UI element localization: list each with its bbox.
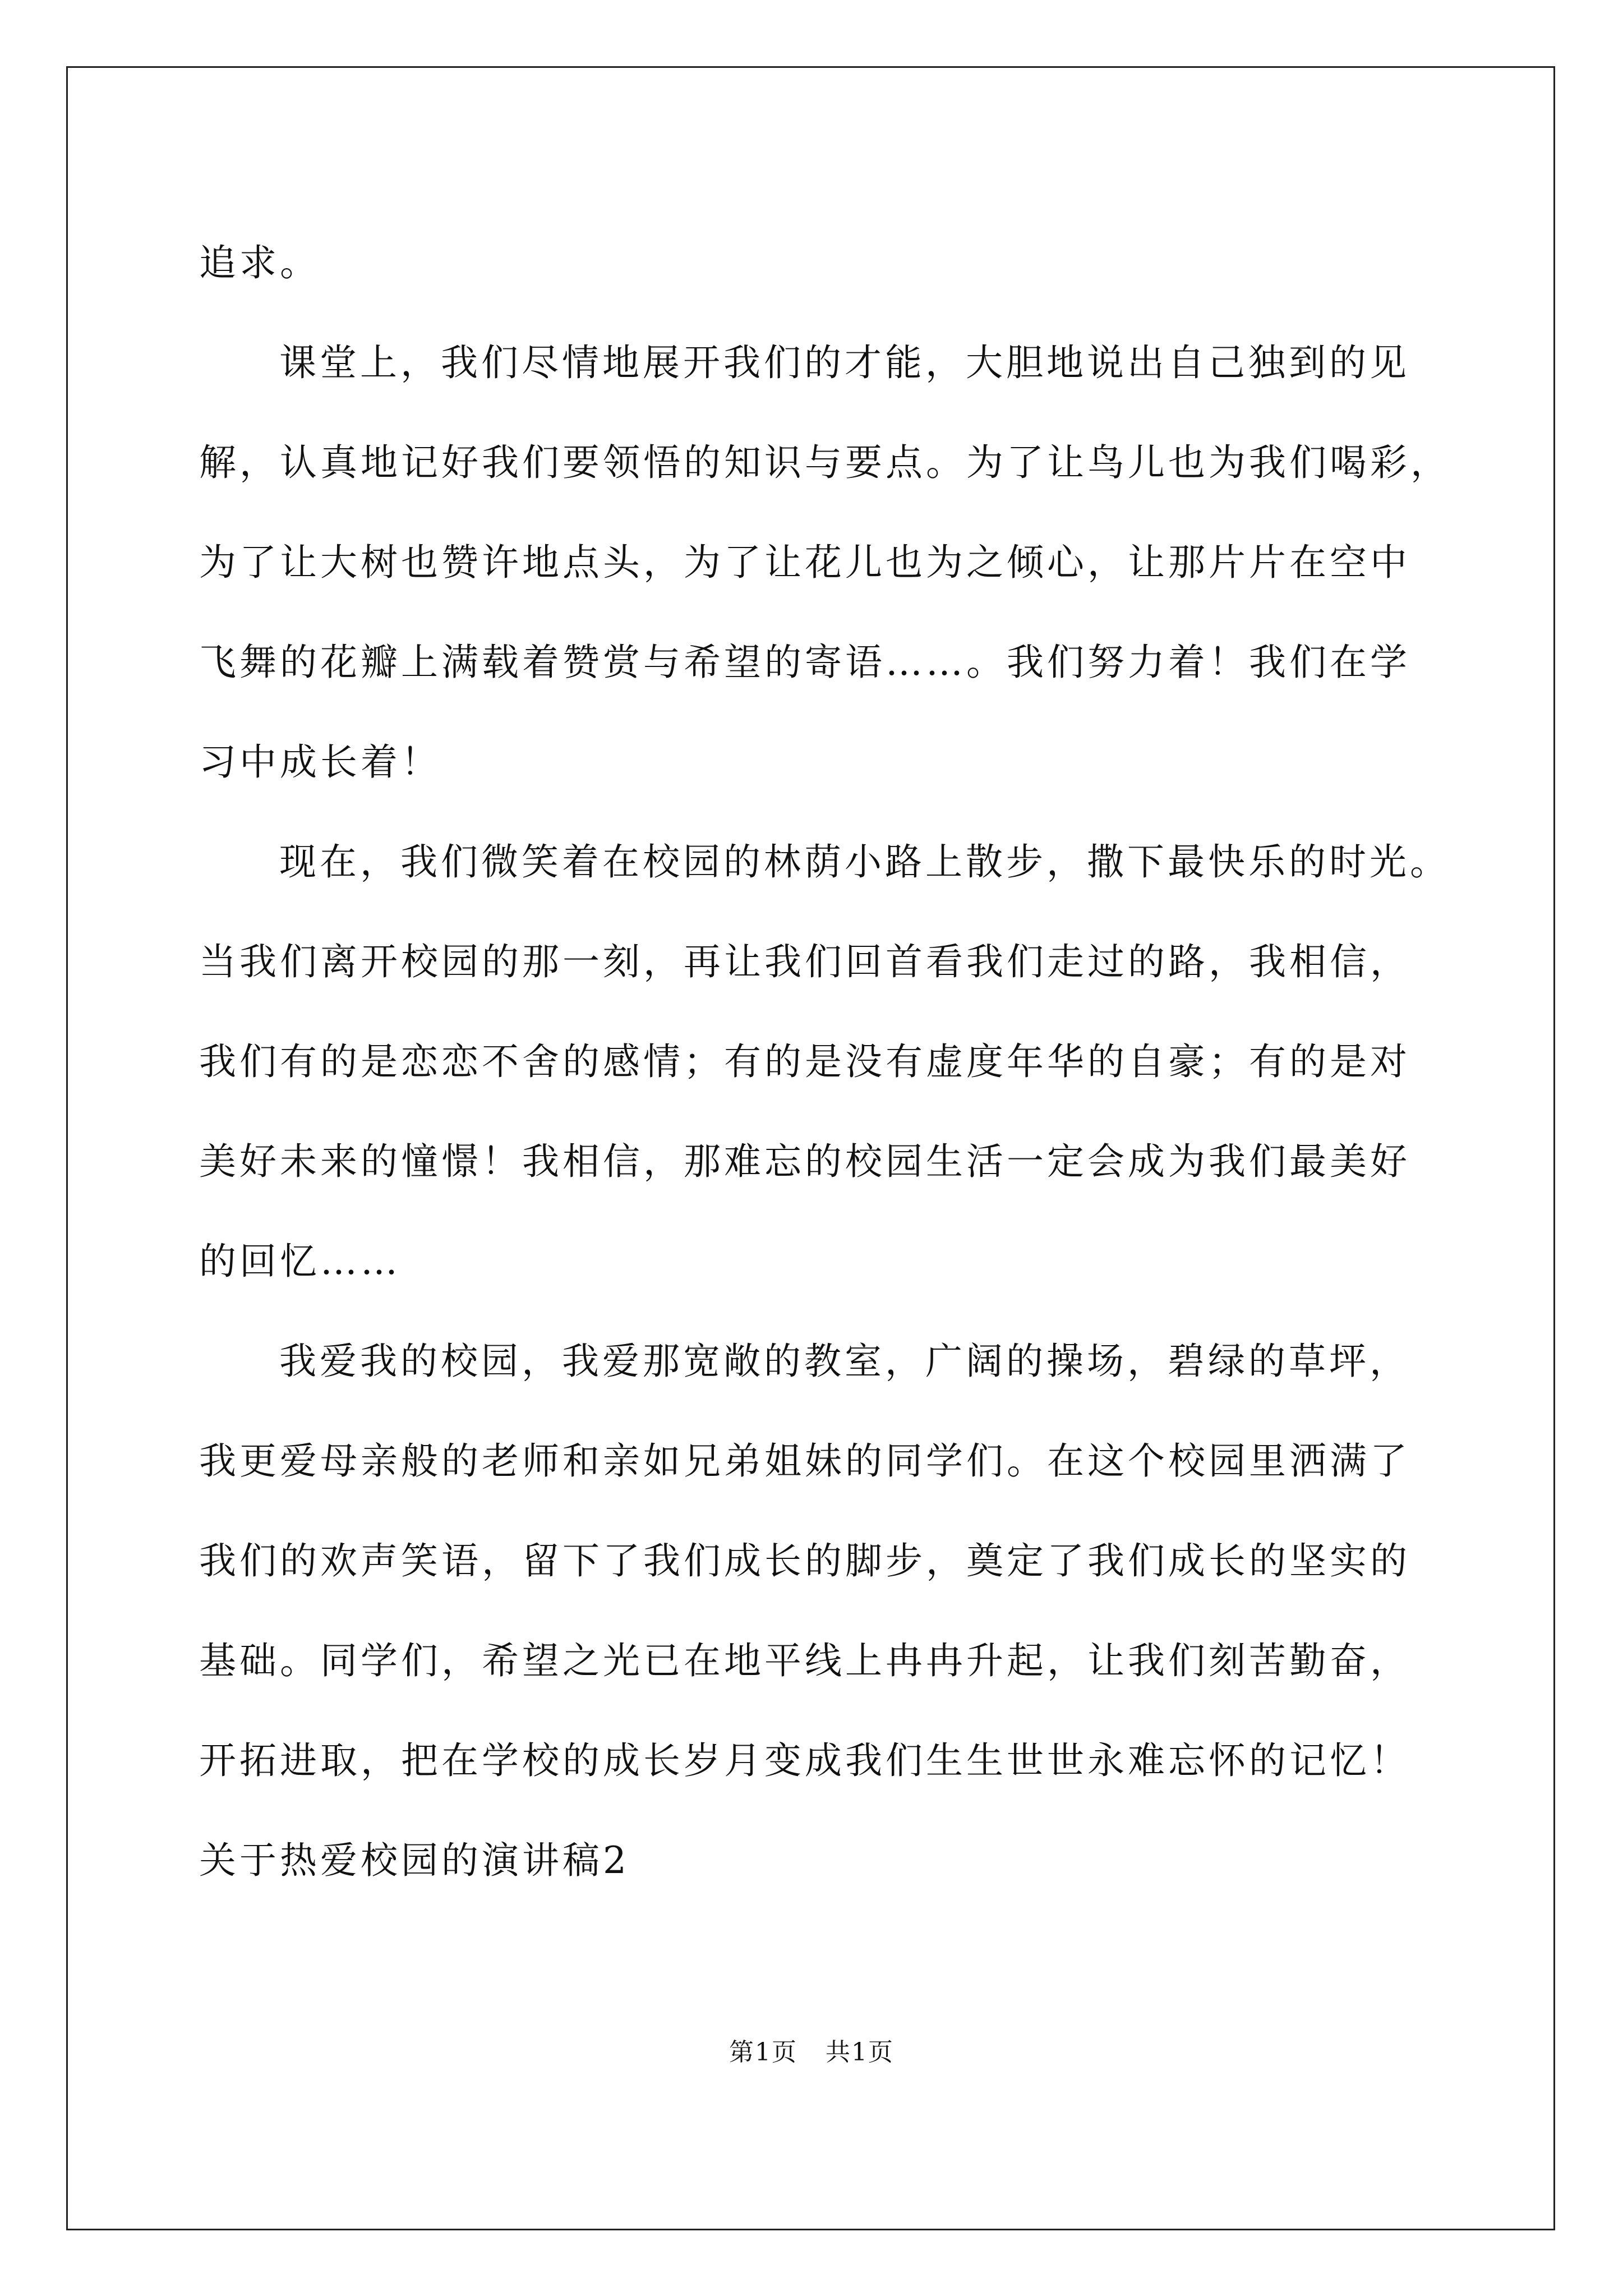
text-line: 解，认真地记好我们要领悟的知识与要点。为了让鸟儿也为我们喝彩， [199,441,1451,484]
text-line: 为了让大树也赞许地点头，为了让花儿也为之倾心，让那片片在空中 [199,541,1410,584]
text-line: 习中成长着！ [199,740,441,784]
text-line: 我爱我的校园，我爱那宽敞的教室，广阔的操场，碧绿的草坪， [279,1340,1410,1383]
text-line: 开拓进取，把在学校的成长岁月变成我们生生世世永难忘怀的记忆！ [199,1739,1410,1782]
text-line: 基础。同学们，希望之光已在地平线上冉冉升起，让我们刻苦勤奋， [199,1639,1410,1682]
text-line: 当我们离开校园的那一刻，再让我们回首看我们走过的路，我相信， [199,940,1410,983]
text-line: 追求。 [199,241,320,284]
page-total: 共1页 [826,2038,894,2067]
section-heading: 关于热爱校园的演讲稿2 [199,1839,630,1882]
document-body [199,213,1455,1911]
text-line: 的回忆…… [199,1240,401,1283]
text-line: 我们有的是恋恋不舍的感情；有的是没有虚度年华的自豪；有的是对 [199,1040,1410,1083]
text-line: 现在，我们微笑着在校园的林荫小路上散步，撒下最快乐的时光。 [279,840,1450,884]
page-footer [0,2032,1623,2068]
page-number: 第1页 [729,2038,797,2067]
text-line: 我们的欢声笑语，留下了我们成长的脚步，奠定了我们成长的坚实的 [199,1539,1410,1582]
text-line: 美好未来的憧憬！我相信，那难忘的校园生活一定会成为我们最美好 [199,1140,1410,1183]
text-line: 飞舞的花瓣上满载着赞赏与希望的寄语……。我们努力着！我们在学 [199,641,1410,684]
text-line: 课堂上，我们尽情地展开我们的才能，大胆地说出自己独到的见 [279,341,1410,384]
text-line: 我更爱母亲般的老师和亲如兄弟姐妹的同学们。在这个校园里洒满了 [199,1439,1410,1483]
